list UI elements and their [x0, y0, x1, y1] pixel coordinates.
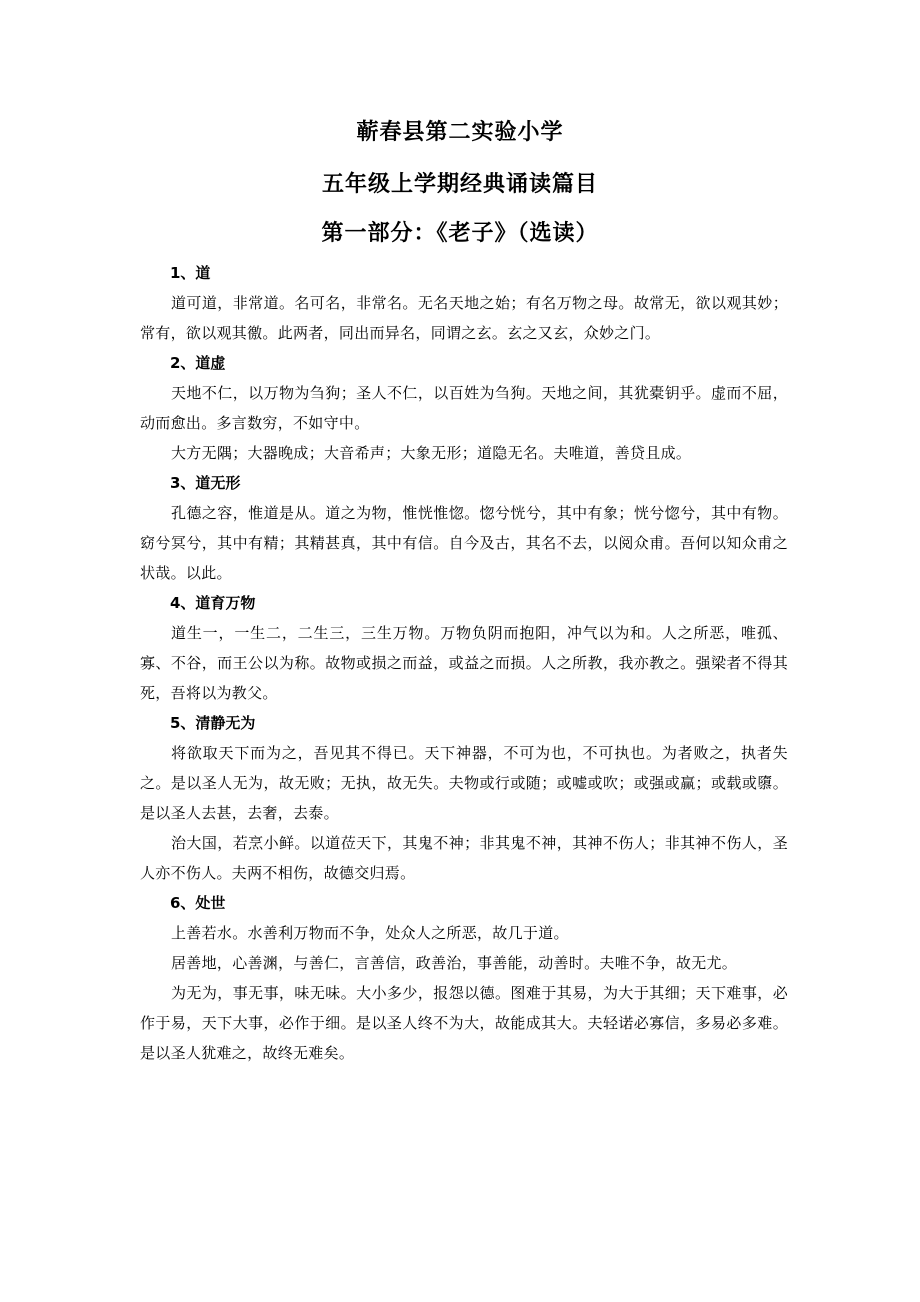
school-title: 蕲春县第二实验小学: [356, 120, 564, 145]
section-paragraph: 居善地，心善渊，与善仁，言善信，政善治，事善能，动善时。夫唯不争，故无尤。: [171, 954, 738, 972]
section-dao-wuxing: [140, 468, 788, 588]
document-body: [140, 258, 788, 1068]
section-heading: 1、道: [170, 264, 211, 282]
section-paragraph: 孔德之容，惟道是从。道之为物，惟恍惟惚。惚兮恍兮，其中有象；恍兮惚兮，其中有物。窈兮冥兮，其中有精；其精甚真，其中有信。自今及古，其名不去，以阅众甫。吾何以知众甫之状哉。以此。: [140, 504, 788, 582]
section-heading: 6、处世: [170, 894, 226, 912]
section-heading: 2、道虚: [170, 354, 226, 372]
section-dao-yu-wanwu: [140, 588, 788, 708]
section-heading: 5、清静无为: [170, 714, 256, 732]
section-dao: [140, 258, 788, 348]
section-paragraph: 为无为，事无事，味无味。大小多少，报怨以德。图难于其易，为大于其细；天下难事，必作于易，天下大事，必作于细。是以圣人终不为大，故能成其大。夫轻诺必寡信，多易必多难。是以圣人犹难之，故终无难矣。: [140, 984, 788, 1062]
section-qingjing-wuwei: [140, 708, 788, 888]
section-paragraph: 将欲取天下而为之，吾见其不得已。天下神器，不可为也，不可执也。为者败之，执者失之。是以圣人无为，故无败；无执，故无失。夫物或行或随；或嘘或吹；或强或赢；或载或隳。是以圣人去甚，去奢，去泰。: [140, 744, 788, 822]
section-chushi: [140, 888, 788, 1068]
section-paragraph: 大方无隅；大器晚成；大音希声；大象无形；道隐无名。夫唯道，善贷且成。: [171, 444, 692, 462]
section-heading: 4、道育万物: [170, 594, 256, 612]
section-paragraph: 治大国，若烹小鲜。以道莅天下，其鬼不神；非其鬼不神，其神不伤人；非其神不伤人，圣人亦不伤人。夫两不相伤，故德交归焉。: [140, 834, 788, 882]
section-paragraph: 天地不仁，以万物为刍狗；圣人不仁，以百姓为刍狗。天地之间，其犹橐钥乎。虚而不屈，动而愈出。多言数穷，不如守中。: [140, 384, 788, 432]
section-paragraph: 上善若水。水善利万物而不争，处众人之所恶，故几于道。: [171, 924, 569, 942]
section-heading: 3、道无形: [170, 474, 241, 492]
part-title: 第一部分：《老子》（选读）: [321, 221, 599, 246]
document-subtitle: 五年级上学期经典诵读篇目: [321, 172, 598, 197]
section-dao-xu: [140, 348, 788, 468]
section-paragraph: 道可道，非常道。名可名，非常名。无名天地之始；有名万物之母。故常无，欲以观其妙；常有，欲以观其徼。此两者，同出而异名，同谓之玄。玄之又玄，众妙之门。: [140, 294, 788, 342]
section-paragraph: 道生一，一生二，二生三，三生万物。万物负阴而抱阳，冲气以为和。人之所恶，唯孤、寡、不谷，而王公以为称。故物或损之而益，或益之而损。人之所教，我亦教之。强梁者不得其死，吾将以为教父。: [140, 624, 788, 702]
